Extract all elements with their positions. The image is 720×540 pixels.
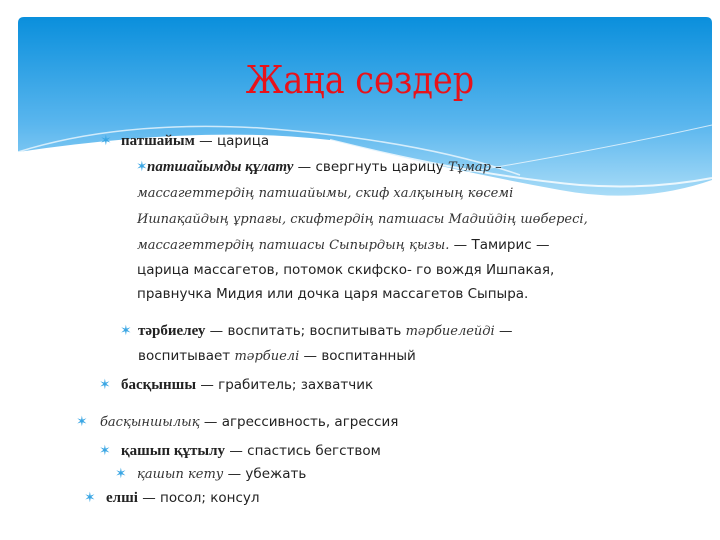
term: патшайымды құлату <box>147 159 294 175</box>
kazakh-text: массагеттердің патшасы Сыпырдың қызы. <box>137 238 450 253</box>
term: басқыншы <box>121 377 197 393</box>
list-item <box>76 413 399 432</box>
kazakh-text: қашып кету <box>137 467 224 482</box>
term: елші <box>106 490 138 506</box>
term: қашып құтылу <box>121 443 226 459</box>
kazakh-text: Ишпақайдың ұрпағы, скифтердің патшасы Мадийдің шөбересі, <box>137 212 588 227</box>
list-item <box>115 465 307 484</box>
list-item <box>100 132 270 150</box>
translation: царица массагетов, потомок скифско- го вождя Ишпакая, <box>137 262 555 278</box>
list-item <box>136 158 502 177</box>
translation: — Тамирис — <box>449 237 550 253</box>
kazakh-text: басқыншылық <box>100 415 200 430</box>
bullet-star-icon: ✶ <box>99 443 111 459</box>
translation: — свергнуть царицу <box>293 159 449 175</box>
list-item-continuation <box>137 285 528 303</box>
list-item <box>84 489 260 507</box>
bullet-star-icon: ✶ <box>136 159 148 175</box>
translation: — воспитанный <box>299 348 416 364</box>
bullet-star-icon: ✶ <box>84 490 96 506</box>
term: тәрбиелеу <box>138 323 206 339</box>
bullet-star-icon: ✶ <box>76 414 88 430</box>
translation: правнучка Мидия или дочка царя массагетов Сыпыра. <box>137 286 529 302</box>
kazakh-text: тәрбиелейді <box>405 324 495 339</box>
bullet-star-icon: ✶ <box>100 133 112 149</box>
list-item-continuation <box>137 210 588 229</box>
bullet-star-icon: ✶ <box>99 377 111 393</box>
kazakh-text: тәрбиелі <box>234 349 300 364</box>
translation: — убежать <box>223 466 307 482</box>
bullet-star-icon: ✶ <box>115 466 127 482</box>
kazakh-text: Тұмар – <box>448 160 502 175</box>
list-item <box>99 376 374 394</box>
translation: — агрессивность, агрессия <box>199 414 399 430</box>
list-item <box>120 322 513 341</box>
list-item-continuation <box>137 261 554 279</box>
list-item <box>99 442 381 460</box>
list-item-continuation <box>137 184 513 203</box>
bullet-star-icon: ✶ <box>120 323 132 339</box>
list-item-continuation <box>137 236 550 255</box>
translation: воспитывает <box>138 348 235 364</box>
translation: — царица <box>194 133 270 149</box>
translation: — грабитель; захватчик <box>196 377 374 393</box>
list-item-continuation <box>138 347 416 366</box>
translation: — посол; консул <box>137 490 260 506</box>
translation: — <box>494 323 513 339</box>
slide-title: Жаңа сөздер <box>245 58 475 102</box>
translation: — спастись бегством <box>225 443 381 459</box>
translation: — воспитать; воспитывать <box>205 323 406 339</box>
kazakh-text: массагеттердің патшайымы, скиф халқының көсемі <box>137 186 514 201</box>
term: патшайым <box>121 133 195 149</box>
